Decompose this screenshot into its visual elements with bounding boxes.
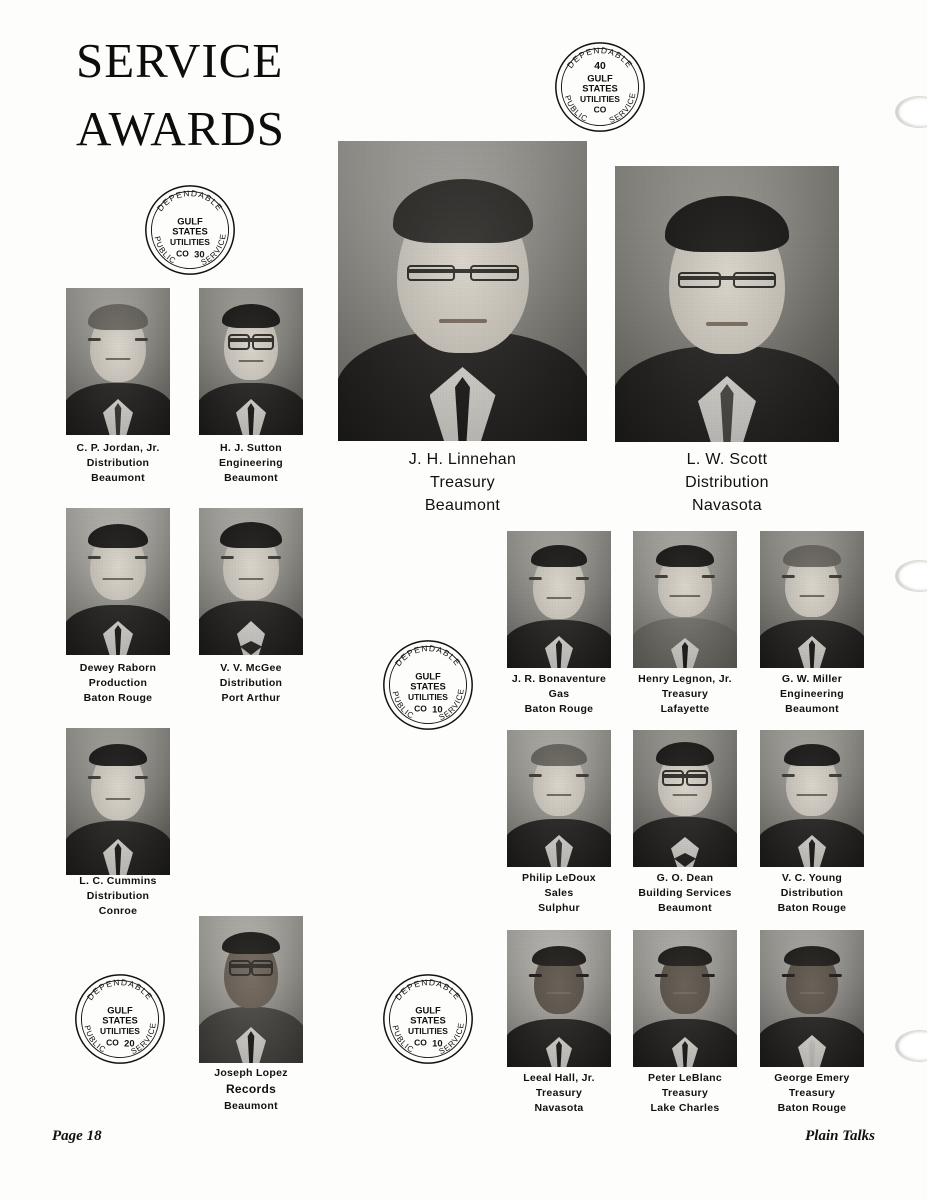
honoree-department: Production: [88, 677, 148, 690]
honoree-name: Philip LeDoux: [522, 872, 596, 884]
honoree-location: Lafayette: [660, 703, 710, 716]
gsu-seal-10-year-a: [381, 638, 475, 732]
honoree-location: Port Arthur: [221, 692, 281, 705]
honoree-location: Navasota: [534, 1102, 584, 1115]
svg-text:STATES: STATES: [172, 225, 208, 237]
portrait-photo-raborn: [66, 508, 170, 655]
caption-dean: [616, 871, 754, 917]
honoree-location: Beaumont: [424, 497, 501, 515]
portrait-photo-cummins: [66, 728, 170, 875]
honoree-department: Engineering: [780, 688, 844, 701]
portrait-photo-dean: [633, 730, 737, 867]
honoree-department: Building Services: [638, 887, 732, 900]
svg-text:STATES: STATES: [410, 680, 446, 692]
honoree-department: Engineering: [219, 457, 283, 470]
svg-text:GULF: GULF: [415, 670, 441, 682]
honoree-department: Distribution: [219, 677, 283, 690]
honoree-department: Treasury: [430, 474, 495, 492]
svg-text:PUBLIC: PUBLIC: [390, 690, 416, 721]
honoree-location: Baton Rouge: [83, 692, 153, 705]
caption-lopez: [189, 1066, 313, 1114]
honoree-department: Distribution: [86, 457, 150, 470]
punch-hole: [895, 560, 927, 592]
portrait-photo-sutton: [199, 288, 303, 435]
svg-text:SERVICE: SERVICE: [437, 1021, 466, 1057]
caption-mcgee: [189, 661, 313, 707]
svg-text:UTILITIES: UTILITIES: [580, 94, 620, 105]
svg-text:STATES: STATES: [582, 82, 618, 94]
portrait-photo-lopez: [199, 916, 303, 1063]
svg-text:PUBLIC: PUBLIC: [152, 235, 178, 266]
svg-text:CO: CO: [414, 1037, 427, 1048]
honoree-department: Treasury: [661, 1087, 709, 1100]
portrait-photo-ledoux: [507, 730, 611, 867]
honoree-location: Beaumont: [224, 472, 278, 485]
honoree-name: G. W. Miller: [781, 673, 843, 685]
honoree-department: Treasury: [535, 1087, 583, 1100]
honoree-location: Beaumont: [658, 902, 712, 915]
honoree-location: Conroe: [98, 905, 138, 918]
caption-legnon: [616, 672, 754, 718]
page-title-line2: AWARDS: [76, 101, 285, 156]
portrait-photo-mcgee: [199, 508, 303, 655]
honoree-department: Treasury: [661, 688, 709, 701]
svg-text:UTILITIES: UTILITIES: [408, 692, 448, 703]
svg-text:UTILITIES: UTILITIES: [408, 1026, 448, 1037]
svg-text:SERVICE: SERVICE: [129, 1021, 158, 1057]
svg-text:CO: CO: [414, 703, 427, 714]
svg-text:10: 10: [432, 703, 443, 715]
honoree-name: Joseph Lopez: [214, 1067, 288, 1079]
portrait-photo-scott: [615, 166, 839, 442]
caption-ledoux: [490, 871, 628, 917]
honoree-location: Beaumont: [785, 703, 839, 716]
honoree-department: Sales: [544, 887, 574, 900]
svg-text:UTILITIES: UTILITIES: [100, 1026, 140, 1037]
honoree-location: Lake Charles: [650, 1102, 720, 1115]
svg-text:PUBLIC: PUBLIC: [390, 1024, 416, 1055]
honoree-department: Records: [225, 1082, 277, 1097]
honoree-location: Baton Rouge: [524, 703, 594, 716]
portrait-photo-young: [760, 730, 864, 867]
punch-hole: [895, 96, 927, 128]
svg-text:CO: CO: [106, 1037, 119, 1048]
honoree-name: J. R. Bonaventure: [511, 673, 607, 685]
honoree-location: Baton Rouge: [777, 1102, 847, 1115]
portrait-photo-emery: [760, 930, 864, 1067]
honoree-name: Leeal Hall, Jr.: [523, 1072, 595, 1084]
svg-text:GULF: GULF: [107, 1004, 133, 1016]
honoree-name: H. J. Sutton: [220, 442, 282, 454]
svg-text:STATES: STATES: [102, 1014, 138, 1026]
svg-text:GULF: GULF: [177, 215, 203, 227]
honoree-name: V. V. McGee: [220, 662, 282, 674]
caption-emery: [743, 1071, 881, 1117]
svg-text:PUBLIC: PUBLIC: [562, 94, 590, 124]
page-title-line1: SERVICE: [76, 33, 284, 88]
punch-hole: [895, 1030, 927, 1062]
honoree-location: Beaumont: [224, 1099, 278, 1112]
caption-cummins: [56, 874, 180, 920]
svg-text:20: 20: [124, 1037, 135, 1049]
portrait-photo-bonaventure: [507, 531, 611, 668]
honoree-name: L. W. Scott: [686, 451, 768, 468]
honoree-location: Sulphur: [538, 902, 580, 915]
portrait-photo-jordan: [66, 288, 170, 435]
caption-leblanc: [616, 1071, 754, 1117]
caption-jordan: [56, 441, 180, 487]
honoree-name: J. H. Linnehan: [408, 451, 517, 468]
caption-raborn: [56, 661, 180, 707]
caption-young: [743, 871, 881, 917]
svg-text:10: 10: [432, 1037, 443, 1049]
gsu-seal-30-year: [143, 183, 237, 277]
caption-hall: [490, 1071, 628, 1117]
honoree-location: Navasota: [692, 497, 762, 515]
svg-text:GULF: GULF: [587, 72, 613, 84]
portrait-photo-hall: [507, 930, 611, 1067]
svg-text:DEPENDABLE: DEPENDABLE: [392, 977, 464, 1003]
svg-text:DEPENDABLE: DEPENDABLE: [564, 45, 636, 71]
honoree-name: Peter LeBlanc: [648, 1072, 722, 1084]
honoree-department: Treasury: [788, 1087, 836, 1100]
caption-bonaventure: [490, 672, 628, 718]
gsu-seal-40-year: [553, 40, 647, 134]
portrait-photo-leblanc: [633, 930, 737, 1067]
honoree-name: G. O. Dean: [656, 872, 714, 884]
honoree-location: Baton Rouge: [777, 902, 847, 915]
svg-text:SERVICE: SERVICE: [437, 687, 466, 723]
portrait-photo-legnon: [633, 531, 737, 668]
svg-text:CO: CO: [176, 248, 189, 259]
svg-text:DEPENDABLE: DEPENDABLE: [392, 643, 464, 669]
portrait-photo-miller: [760, 531, 864, 668]
svg-text:DEPENDABLE: DEPENDABLE: [154, 188, 226, 214]
honoree-name: L. C. Cummins: [79, 875, 157, 887]
svg-text:PUBLIC: PUBLIC: [82, 1024, 108, 1055]
gsu-seal-20-year: [73, 972, 167, 1066]
svg-text:SERVICE: SERVICE: [607, 91, 638, 126]
honoree-name: Dewey Raborn: [79, 662, 157, 674]
portrait-photo-linnehan: [338, 141, 587, 441]
svg-text:SERVICE: SERVICE: [199, 232, 228, 268]
publication-name: Plain Talks: [805, 1128, 875, 1144]
caption-linnehan: [338, 448, 587, 518]
svg-text:30: 30: [194, 248, 205, 260]
svg-text:40: 40: [594, 61, 606, 73]
svg-text:STATES: STATES: [410, 1014, 446, 1026]
svg-text:CO: CO: [593, 104, 607, 115]
svg-text:GULF: GULF: [415, 1004, 441, 1016]
caption-sutton: [189, 441, 313, 487]
page-number: Page 18: [52, 1128, 102, 1144]
caption-miller: [743, 672, 881, 718]
honoree-name: V. C. Young: [781, 872, 843, 884]
honoree-location: Beaumont: [91, 472, 145, 485]
honoree-department: Distribution: [685, 474, 769, 492]
gsu-seal-10-year-b: [381, 972, 475, 1066]
honoree-name: Henry Legnon, Jr.: [638, 673, 732, 685]
honoree-name: George Emery: [774, 1072, 850, 1084]
svg-text:UTILITIES: UTILITIES: [170, 237, 210, 248]
svg-text:DEPENDABLE: DEPENDABLE: [84, 977, 156, 1003]
caption-scott: [615, 448, 839, 518]
honoree-department: Distribution: [780, 887, 844, 900]
honoree-department: Gas: [548, 688, 570, 701]
honoree-department: Distribution: [86, 890, 150, 903]
honoree-name: C. P. Jordan, Jr.: [76, 442, 160, 454]
